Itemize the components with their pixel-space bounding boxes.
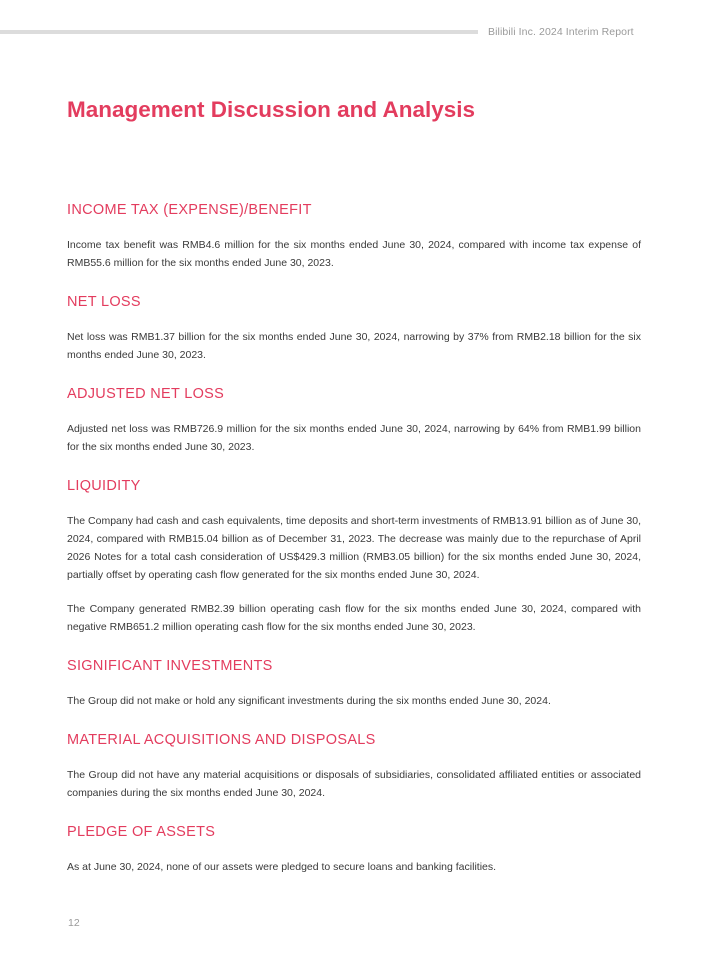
section-paragraph: Net loss was RMB1.37 billion for the six months ended June 30, 2024, narrowing by 37% from RMB2.18 billion for the six months ended June 30, 2023. (67, 331, 641, 361)
section-income-tax (67, 200, 641, 272)
section-paragraph: The Group did not make or hold any significant investments during the six months ended June 30, 2024. (67, 695, 551, 707)
section-heading: SIGNIFICANT INVESTMENTS (67, 658, 273, 674)
section-paragraph: Income tax benefit was RMB4.6 million for the six months ended June 30, 2024, compared with income tax expense of RMB55.6 million for the six months ended June 30, 2023. (67, 239, 641, 269)
page-title: Management Discussion and Analysis (67, 97, 476, 122)
header-rule (0, 30, 478, 34)
main-content (67, 200, 641, 876)
section-adjusted-net-loss (67, 384, 641, 456)
running-head: Bilibili Inc. 2024 Interim Report (488, 26, 634, 38)
section-significant-investments (67, 656, 641, 710)
section-paragraph: The Group did not have any material acquisitions or disposals of subsidiaries, consolidated affiliated entities or associated companies during the six months ended June 30, 2024. (67, 769, 641, 799)
section-paragraph: As at June 30, 2024, none of our assets were pledged to secure loans and banking facilities. (67, 861, 497, 873)
section-material-acquisitions (67, 730, 641, 802)
section-heading: INCOME TAX (EXPENSE)/BENEFIT (67, 202, 312, 218)
section-paragraph: The Company had cash and cash equivalents, time deposits and short-term investments of RMB13.91 billion as of June 30, 2024, compared with RMB15.04 billion as of December 31, 2023. The decrease was mainly due to the repurchase of April 2026 Notes for a total cash consideration of US$429.3 million (RMB3.05 billion) for the six months ended June 30, 2024, partially offset by operating cash flow generated for the six months ended June 30, 2024. (67, 515, 641, 581)
page-number: 12 (68, 917, 80, 929)
section-net-loss (67, 292, 641, 364)
section-pledge-of-assets (67, 822, 641, 876)
section-paragraph: The Company generated RMB2.39 billion operating cash flow for the six months ended June 30, 2024, compared with negative RMB651.2 million operating cash flow for the six months ended June 30, 2023. (67, 603, 641, 633)
section-heading: NET LOSS (67, 294, 141, 310)
section-paragraph: Adjusted net loss was RMB726.9 million for the six months ended June 30, 2024, narrowing by 64% from RMB1.99 billion for the six months ended June 30, 2023. (67, 423, 641, 453)
section-liquidity (67, 476, 641, 636)
section-heading: ADJUSTED NET LOSS (67, 386, 225, 402)
section-heading: MATERIAL ACQUISITIONS AND DISPOSALS (67, 732, 376, 748)
section-heading: LIQUIDITY (67, 478, 141, 494)
section-heading: PLEDGE OF ASSETS (67, 824, 216, 840)
